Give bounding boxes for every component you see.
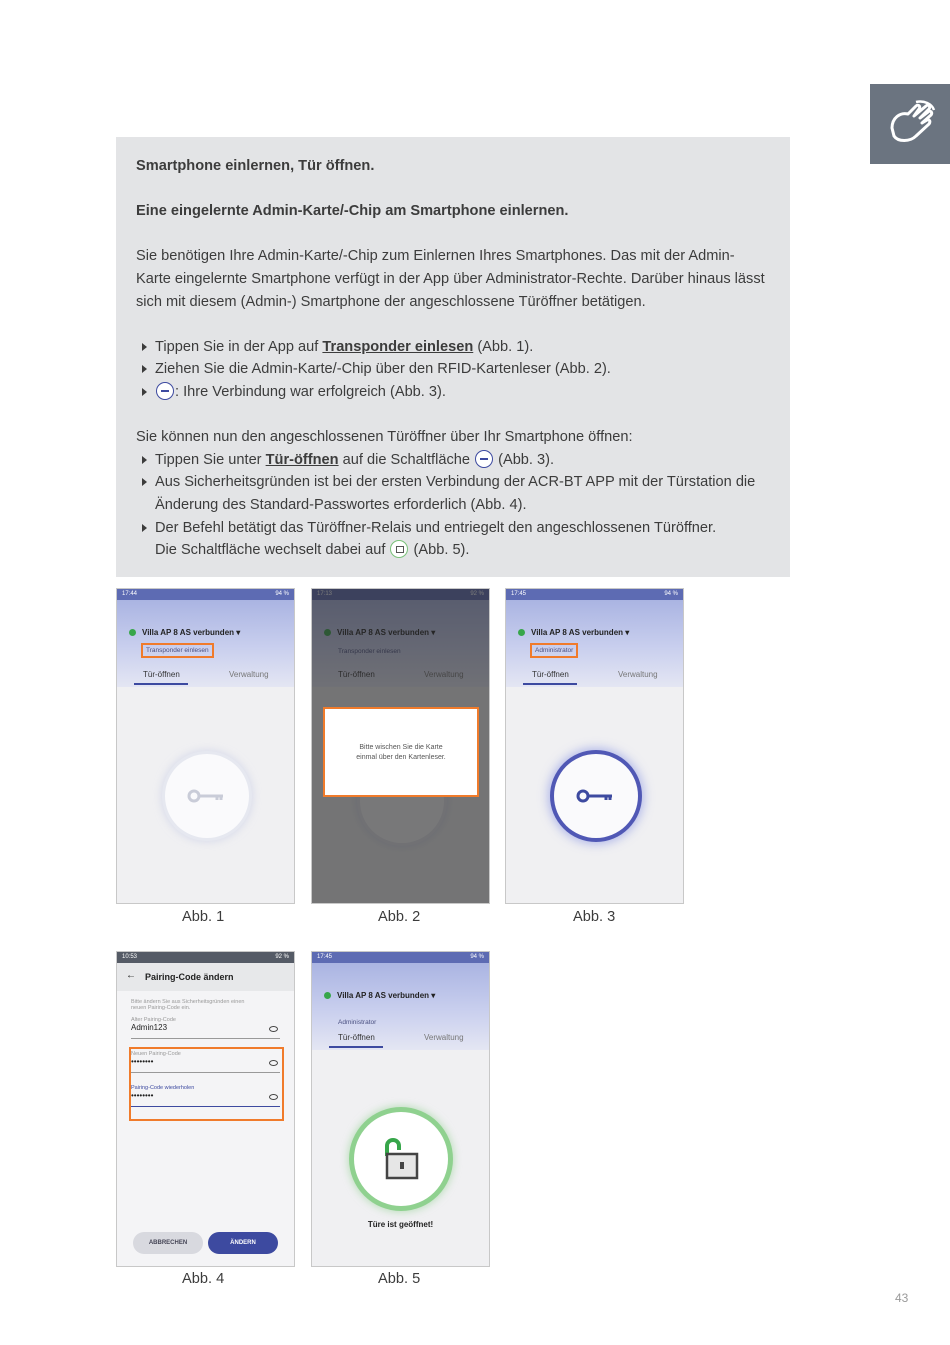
- caption-abb-4: Abb. 4: [182, 1271, 225, 1287]
- tab-tuer-oeffnen[interactable]: Tür-öffnen: [338, 1033, 375, 1042]
- connection-status: Villa AP 8 AS verbunden ▾: [129, 628, 240, 637]
- open-step-2: Aus Sicherheitsgründen ist bei der ersten Verbindung der ACR-BT APP mit der Türstation die Änderung des Standard-Passwortes erforderlich (Abb. 4).: [136, 471, 770, 516]
- key-button[interactable]: [165, 754, 249, 838]
- key-icon: [187, 786, 227, 806]
- repeat-code-field[interactable]: ••••••••: [131, 1091, 280, 1107]
- key-icon: [576, 786, 616, 806]
- caption-abb-1: Abb. 1: [182, 909, 225, 925]
- transponder-link: Transponder einlesen: [322, 338, 474, 355]
- pairing-title: Pairing-Code ändern: [145, 972, 234, 982]
- tab-verwaltung[interactable]: Verwaltung: [618, 670, 658, 679]
- cancel-button[interactable]: ABBRECHEN: [133, 1232, 203, 1254]
- tab-verwaltung[interactable]: Verwaltung: [229, 670, 269, 679]
- change-button[interactable]: ÄNDERN: [208, 1232, 278, 1254]
- eye-icon[interactable]: [269, 1026, 278, 1032]
- tuer-oeffnen-link: Tür-öffnen: [265, 451, 339, 468]
- key-button-icon: [156, 382, 174, 400]
- old-code-field[interactable]: Admin123: [131, 1023, 280, 1039]
- transponder-button[interactable]: Transponder einlesen: [141, 643, 214, 658]
- key-button[interactable]: [554, 754, 638, 838]
- tab-tuer-oeffnen[interactable]: Tür-öffnen: [143, 670, 180, 679]
- check-icon: [324, 992, 331, 999]
- screenshot-abb-3: 17:45 94 % Villa AP 8 AS verbunden ▾ Administrator Tür-öffnen Verwaltung: [505, 588, 684, 904]
- screenshot-abb-2: [311, 588, 490, 904]
- screenshot-abb-4: 10:53 92 % ← Pairing-Code ändern Bitte ändern Sie aus Sicherheitsgründen einen neuen Pairing-Code ein. Alter Pairing-Code Admin123 Neuen Pairing-Code •••••••• Pairing-Code wiederholen •••••••• ABBRECHEN ÄNDERN: [116, 951, 295, 1267]
- lock-open-button-icon: [390, 540, 408, 558]
- screenshot-abb-1: 17:44 94 % Villa AP 8 AS verbunden ▾ Transponder einlesen Tür-öffnen Verwaltung: [116, 588, 295, 904]
- caption-abb-2: Abb. 2: [378, 909, 421, 925]
- open-step-1: Tippen Sie unter Tür-öffnen auf die Schaltfläche (Abb. 3).: [136, 449, 770, 472]
- caption-abb-3: Abb. 3: [573, 909, 616, 925]
- intro-line: Karte eingelernte Smartphone verfügt in der App über Administrator-Rechte. Darüber hinaus lässt: [136, 270, 765, 287]
- open-step-3: Der Befehl betätigt das Türöffner-Relais und entriegelt den angeschlossenen Türöffner. Die Schaltfläche wechselt dabei auf (Abb. 5).: [136, 517, 770, 562]
- screenshot-abb-5: 17:45 94 % Villa AP 8 AS verbunden ▾ Administrator Tür-öffnen Verwaltung Türe ist geöffnet!: [311, 951, 490, 1267]
- chapter-tab: [870, 84, 950, 164]
- admin-badge: Administrator: [530, 643, 578, 658]
- tab-tuer-oeffnen[interactable]: Tür-öffnen: [532, 670, 569, 679]
- check-icon: [129, 629, 136, 636]
- lock-open-button[interactable]: [354, 1112, 448, 1206]
- page-number: 43: [895, 1291, 909, 1305]
- highlight-box: [129, 1047, 284, 1121]
- step-2: Ziehen Sie die Admin-Karte/-Chip über den RFID-Kartenleser (Abb. 2).: [136, 358, 770, 381]
- step-1: Tippen Sie in der App auf Transponder einlesen (Abb. 1).: [136, 336, 770, 359]
- tab-verwaltung[interactable]: Verwaltung: [424, 1033, 464, 1042]
- back-arrow-icon[interactable]: ←: [126, 970, 136, 981]
- section-title: Smartphone einlernen, Tür öffnen.: [136, 158, 375, 174]
- caption-abb-5: Abb. 5: [378, 1271, 421, 1287]
- intro-line: sich mit diesem (Admin-) Smartphone der angeschlossene Türöffner betätigen.: [136, 293, 646, 310]
- hand-touch-icon: [886, 98, 938, 148]
- key-button-icon: [475, 450, 493, 468]
- open-intro: Sie können nun den angeschlossenen Türöffner über Ihr Smartphone öffnen:: [136, 429, 633, 446]
- info-box: [116, 137, 790, 577]
- step-3: : Ihre Verbindung war erfolgreich (Abb. 3).: [136, 381, 770, 404]
- check-icon: [518, 629, 525, 636]
- new-code-field[interactable]: ••••••••: [131, 1057, 280, 1073]
- lock-open-icon: [379, 1132, 423, 1184]
- intro-line: Sie benötigen Ihre Admin-Karte/-Chip zum Einlernen Ihres Smartphones. Das mit der Admin-: [136, 248, 735, 265]
- door-open-status: Türe ist geöffnet!: [367, 1220, 434, 1229]
- section-subtitle: Eine eingelernte Admin-Karte/-Chip am Smartphone einlernen.: [136, 203, 569, 220]
- swipe-card-dialog: Bitte wischen Sie die Karte einmal über den Kartenleser.: [323, 707, 479, 797]
